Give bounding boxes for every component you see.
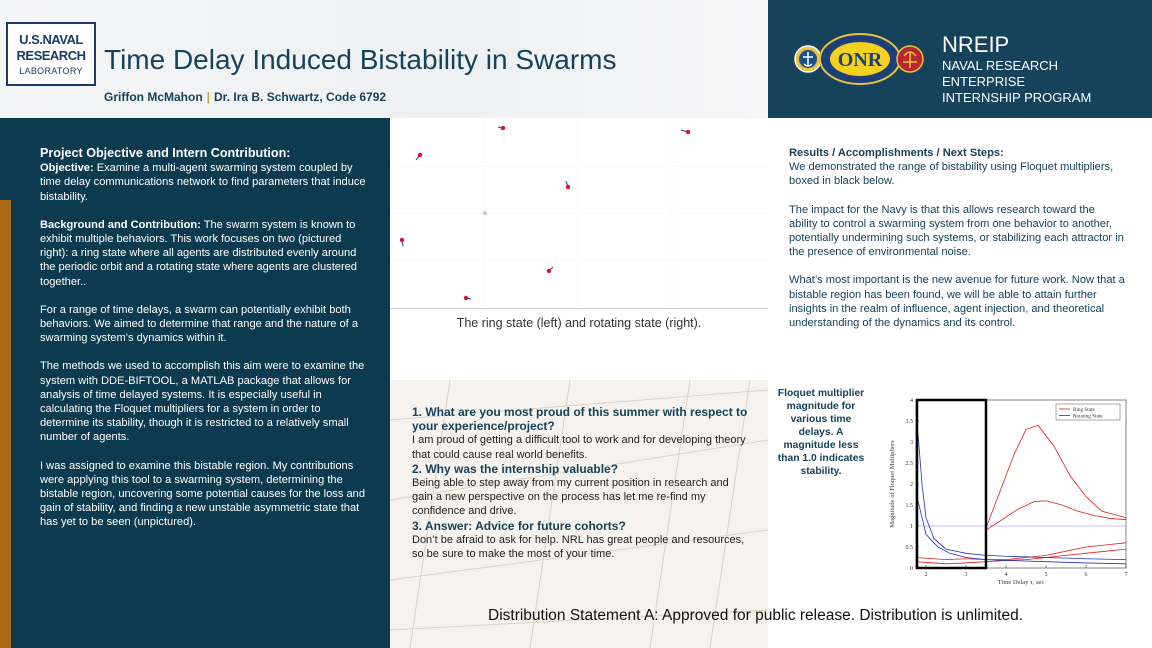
- y-tick-label: 4: [910, 398, 913, 404]
- svg-text:×: ×: [482, 209, 488, 218]
- legend-label: Ring State: [1073, 407, 1095, 413]
- y-axis-label: Magnitude of Floquet Multipliers: [889, 440, 896, 528]
- range-paragraph: For a range of time delays, a swarm can potentially exhibit both behaviors. We aimed to determine that range and the nature of a swarming system’s dynamics within it.: [40, 303, 359, 345]
- agent: [547, 267, 553, 273]
- swarm-state-plots: [390, 118, 768, 309]
- contributions-paragraph: I was assigned to examine this bistable region. My contributions were applying this tool to a swarming system, determining the bistable region, uncovering some potential causes for the loss and gain of stability, and finding a new unstable asymmetric state that has yet to be seen (unpictured).: [40, 459, 365, 529]
- objective-label: Objective:: [40, 162, 94, 175]
- agent: [464, 296, 471, 300]
- agent: [416, 153, 422, 160]
- floquet-caption: Floquet multiplier magnitude for various time delays. A magnitude less than 1.0 indicates stability.: [777, 388, 865, 477]
- floquet-chart: [870, 390, 1138, 590]
- nreip-title-block: [942, 32, 1091, 106]
- agent: [681, 130, 690, 134]
- question-3: 3. Answer: Advice for future cohorts?: [412, 518, 626, 533]
- y-tick-label: 2.5: [905, 461, 913, 467]
- nreip-line3: INTERNSHIP PROGRAM: [942, 90, 1092, 105]
- nrl-logo-line3: LABORATORY: [19, 66, 83, 76]
- results-section: [789, 146, 1125, 344]
- objective-text: Examine a multi-agent swarming system coupled by time delay communications network to find parameters that induce bistability.: [40, 162, 366, 203]
- answer-1: I am proud of getting a difficult tool to work and for developing theory that could cause real world benefits.: [412, 434, 746, 461]
- nreip-line1: NAVAL RESEARCH: [942, 58, 1059, 73]
- y-tick-label: 3: [910, 440, 913, 446]
- objective-section: [40, 146, 366, 544]
- y-tick-label: 0.5: [905, 545, 913, 551]
- poster-title: Time Delay Induced Bistability in Swarms: [104, 44, 617, 75]
- x-tick-label: 3: [964, 572, 968, 578]
- x-tick-label: 4: [1004, 572, 1008, 578]
- question-1: 1. What are you most proud of this summer with respect to your experience/project?: [412, 405, 748, 434]
- y-tick-label: 0: [910, 566, 913, 572]
- plot-caption: The ring state (left) and rotating state (right).: [456, 316, 702, 330]
- nreip-line2: ENTERPRISE: [942, 74, 1026, 89]
- agent: [498, 126, 505, 130]
- y-tick-label: 2: [910, 482, 913, 488]
- results-paragraph-3: What’s most important is the new avenue for future work. Now that a bistable region has been found, we will be able to attain further insights in the realm of influence, agent injection, and theoretical understanding of the dynamics and its control.: [789, 274, 1125, 330]
- distribution-statement: Distribution Statement A: Approved for public release. Distribution is unlimited.: [488, 607, 1024, 624]
- x-tick-label: 7: [1124, 572, 1128, 578]
- question-2: 2. Why was the internship valuable?: [412, 461, 619, 476]
- accent-bar: [0, 200, 11, 648]
- nreip-acronym: NREIP: [942, 32, 1010, 57]
- agent: [566, 181, 570, 189]
- results-paragraph-2: The impact for the Navy is that this allows research toward the ability to control a swarming system from one behavior to another, potentially undermining such systems, or stabilizing each attractor in the presence of environmental noise.: [789, 203, 1124, 259]
- onr-logo: [794, 28, 926, 90]
- y-tick-label: 3.5: [905, 419, 913, 425]
- x-tick-label: 5: [1044, 572, 1048, 578]
- methods-paragraph: The methods we used to accomplish this aim were to examine the system with DDE-BIFTOOL, a MATLAB package that allows for analysis of time delayed systems. It is especially useful in calculating the Floquet multipliers for a system in order to determine its stability, though it is restricted to a relatively small number of agents.: [40, 360, 365, 444]
- background-label: Background and Contribution:: [40, 218, 201, 231]
- x-axis-label: Time Delay τ, sec: [997, 579, 1045, 586]
- plot-frame: [916, 400, 1126, 568]
- author-separator: |: [206, 90, 211, 104]
- y-tick-label: 1.5: [905, 503, 913, 509]
- legend-label: Rotating State: [1073, 413, 1103, 420]
- nrl-logo-line1: U.S.NAVAL: [19, 32, 83, 47]
- answer-2: Being able to step away from my current position in research and gain a new perspective on the process has let me re-find my confidence and drive.: [412, 477, 729, 518]
- agent: [400, 238, 404, 246]
- results-paragraph-1: We demonstrated the range of bistability using Floquet multipliers, boxed in black below.: [789, 161, 1114, 188]
- objective-heading: Project Objective and Intern Contribution:: [40, 146, 291, 160]
- author-mentor: Dr. Ira B. Schwartz, Code 6792: [214, 90, 387, 104]
- authors: [104, 90, 386, 104]
- qa-section: [412, 405, 752, 561]
- y-tick-label: 1: [910, 524, 913, 530]
- x-tick-label: 6: [1084, 572, 1088, 578]
- results-heading: Results / Accomplishments / Next Steps:: [789, 147, 1004, 159]
- x-tick-label: 2: [924, 572, 928, 578]
- nrl-logo: [6, 22, 96, 86]
- author-intern: Griffon McMahon: [104, 90, 203, 104]
- nrl-logo-line2: RESEARCH: [16, 48, 86, 63]
- answer-3: Don’t be afraid to ask for help. NRL has great people and resources, so be sure to make the most of your time.: [412, 533, 745, 561]
- onr-logo-text: ONR: [837, 49, 883, 71]
- background-text: The swarm system is known to exhibit multiple behaviors. This work focuses on two (pictured right): a ring state where all agents are distributed evenly around the periodic orbit and a rotating state where agents are clustered together..: [40, 218, 357, 288]
